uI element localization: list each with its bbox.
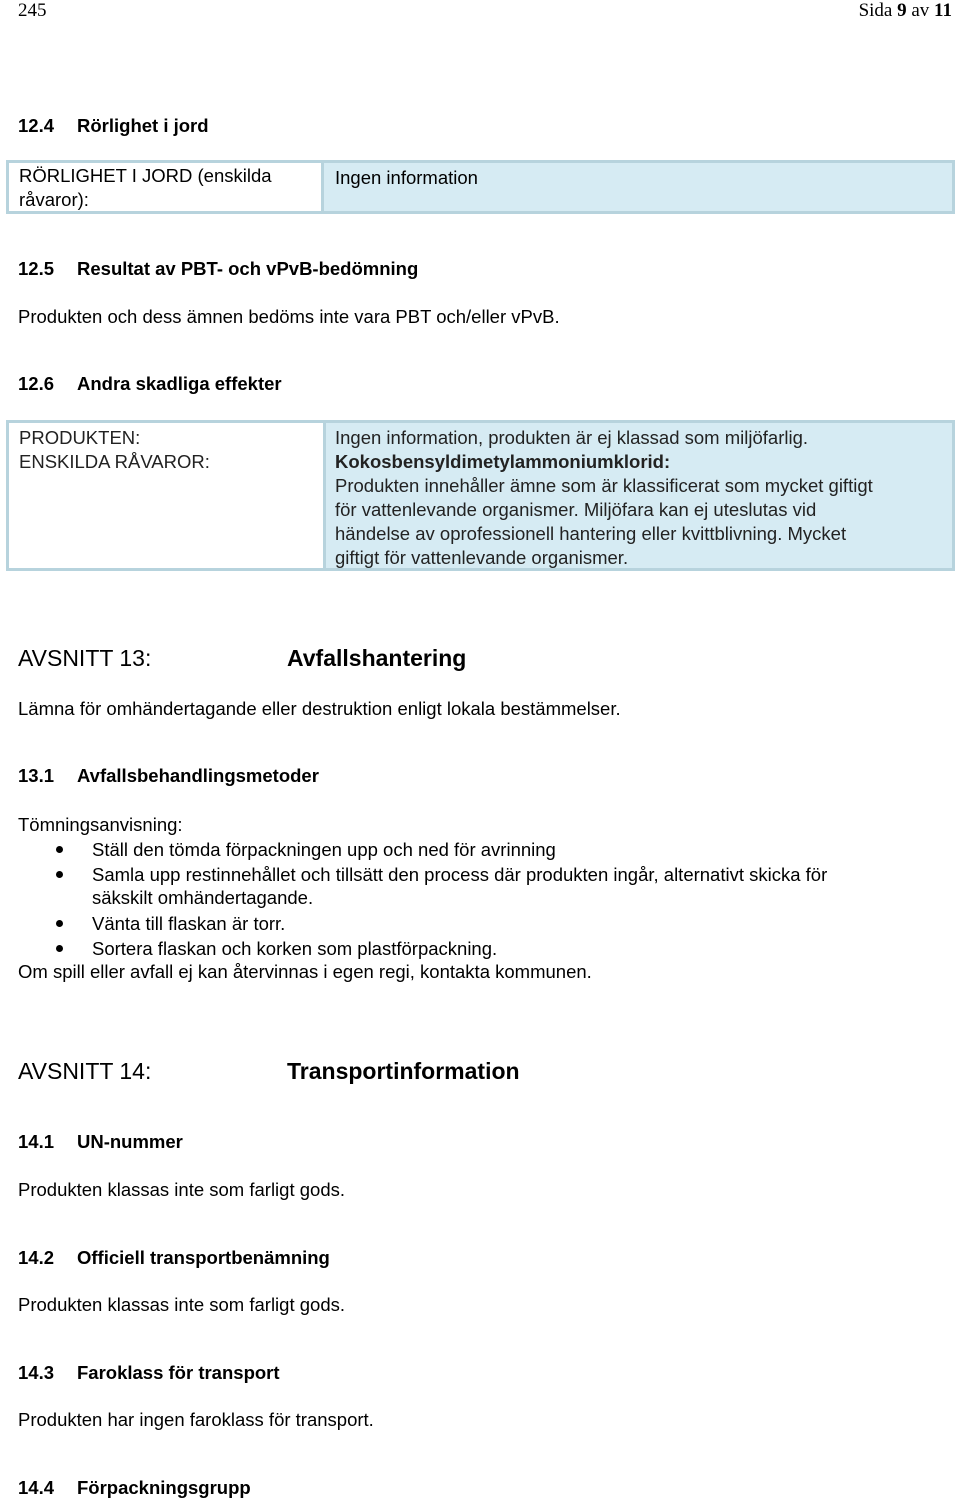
value-product: Ingen information, produkten är ej klassad som miljöfarlig. (335, 427, 809, 448)
heading-13-1 (18, 764, 319, 788)
substance-name: Kokosbensyldimetylammoniumklorid: (335, 451, 671, 472)
emptying-instructions-label: Tömningsanvisning: (18, 814, 183, 835)
text-14-2: Produkten klassas inte som farligt gods. (18, 1294, 345, 1315)
heading-13-1-title: Avfallsbehandlingsmetoder (77, 765, 319, 786)
bullet-item: Ställ den tömda förpackningen upp och ned för avrinning (92, 839, 556, 860)
other-effects-table (6, 420, 955, 571)
heading-12-5 (18, 257, 418, 281)
bullet-icon (56, 871, 63, 878)
waste-closing-text: Om spill eller avfall ej kan återvinnas i egen regi, kontakta kommunen. (18, 961, 592, 982)
page-total: 11 (934, 0, 952, 21)
heading-14-3: 14.3 Faroklass för transport (18, 1362, 280, 1383)
heading-12-5-title: Resultat av PBT- och vPvB-bedömning (77, 258, 419, 279)
section-14-label: AVSNITT 14: (18, 1058, 152, 1084)
document-number: 245 (18, 0, 47, 21)
heading-12-6-title: Andra skadliga effekter (77, 373, 282, 394)
bullet-icon (56, 846, 63, 853)
page-label: Sida (858, 0, 893, 21)
page-current: 9 (897, 0, 907, 21)
heading-14-1: 14.1 UN-nummer (18, 1131, 183, 1152)
section-14-title: Transportinformation (287, 1058, 520, 1084)
heading-13-1-number: 13.1 (18, 765, 55, 786)
bullet-icon (56, 920, 63, 927)
heading-12-4-title: Rörlighet i jord (77, 115, 209, 136)
mobility-soil-value: Ingen information (335, 167, 478, 188)
pbt-text: Produkten och dess ämnen bedöms inte vara PBT och/eller vPvB. (18, 306, 560, 327)
section-13-intro: Lämna för omhändertagande eller destruktion enligt lokala bestämmelser. (18, 698, 621, 719)
heading-12-5-number: 12.5 (18, 258, 55, 279)
section-13-label: AVSNITT 13: (18, 645, 152, 671)
heading-12-6-number: 12.6 (18, 373, 55, 394)
section-13-title: Avfallshantering (287, 645, 467, 671)
bullet-item: Sortera flaskan och korken som plastförpackning. (92, 938, 498, 959)
other-effects-values: Ingen information, produkten är ej klassad som miljöfarlig. Kokosbensyldimetylammoniumklorid: Produkten innehåller ämne som är klassificerat som mycket giftigt för vattenlevande organismer. Miljöfara kan ej uteslutas vid händelse av oprofessionell hantering eller kvittblivning. Mycket giftigt för vattenlevande organismer. (335, 427, 873, 568)
bullet-item: Samla upp restinnehållet och tillsätt den process där produkten ingår, alternativt skicka för (92, 864, 828, 885)
heading-12-4-number: 12.4 (18, 115, 55, 136)
text-14-1: Produkten klassas inte som farligt gods. (18, 1179, 345, 1200)
bullet-icon (56, 945, 63, 952)
other-effects-labels (19, 426, 210, 474)
page-of-label: av (911, 0, 930, 21)
heading-12-4 (18, 114, 209, 138)
mobility-soil-label: RÖRLIGHET I JORD (enskilda råvaror): (19, 165, 272, 210)
bullet-item-continuation: säkskilt omhändertagande. (92, 887, 314, 908)
page-indicator (859, 0, 952, 22)
heading-12-6 (18, 372, 282, 396)
label-product: PRODUKTEN: (19, 427, 141, 448)
text-14-3: Produkten har ingen faroklass för transport. (18, 1409, 374, 1430)
mobility-soil-table (6, 160, 955, 214)
bullet-item: Vänta till flaskan är torr. (92, 913, 286, 934)
label-raw-materials: ENSKILDA RÅVAROR: (19, 451, 210, 472)
heading-14-2: 14.2 Officiell transportbenämning (18, 1247, 330, 1268)
heading-14-4: 14.4 Förpackningsgrupp (18, 1477, 251, 1498)
